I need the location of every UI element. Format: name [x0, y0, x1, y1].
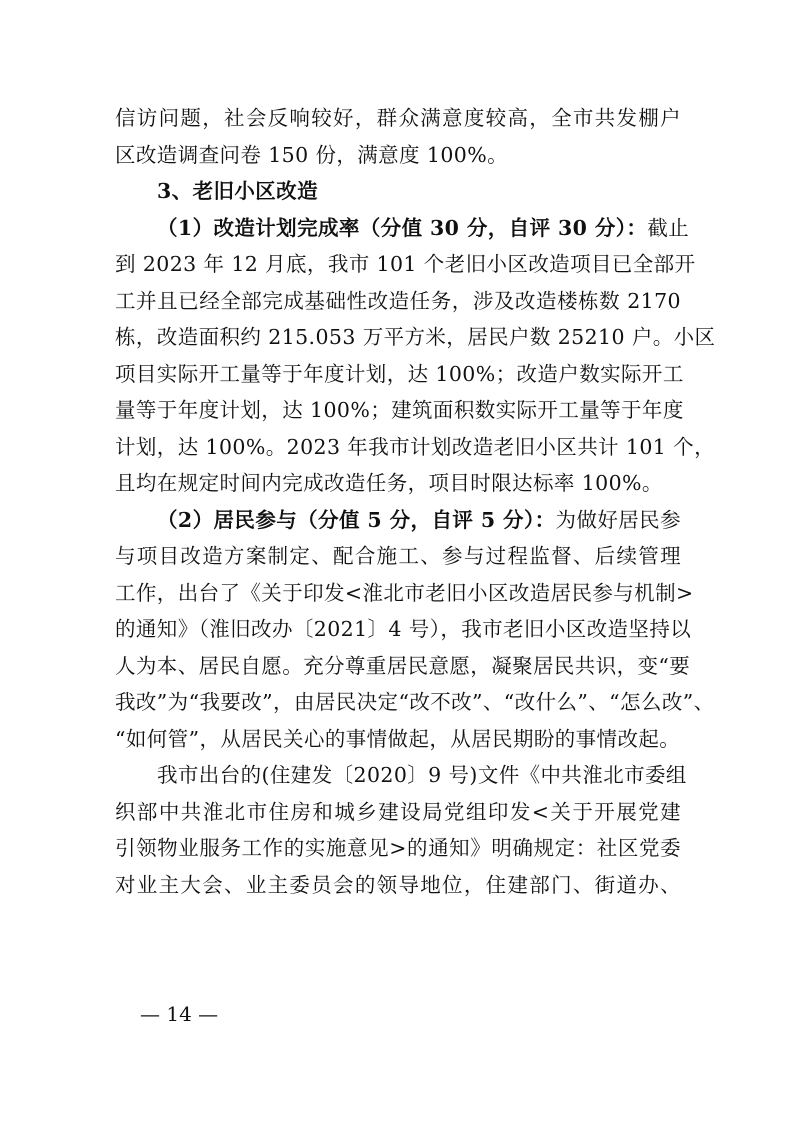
- text-line: 与项目改造方案制定、配合施工、参与过程监督、后续管理: [115, 544, 681, 568]
- document-body: [115, 100, 716, 903]
- text-line: 区改造调查问卷 150 份，满意度 100%。: [115, 142, 508, 167]
- text-line: 且均在规定时间内完成改造任务，项目时限达标率 100%。: [115, 471, 663, 495]
- text-line: 我市出台的(住建发〔2020〕9 号)文件《中共淮北市委组: [157, 763, 687, 787]
- text-line: 到 2023 年 12 月底，我市 101 个老旧小区改造项目已全部开: [115, 252, 696, 276]
- text-span: 为做好居民参: [555, 507, 681, 532]
- subsection-heading: （2）居民参与（分值 5 分，自评 5 分）：: [157, 507, 556, 532]
- text-line: “如何管”，从居民关心的事情做起，从居民期盼的事情改起。: [115, 726, 681, 751]
- text-line: 我改”为“我要改”，由居民决定“改不改”、“改什么”、“怎么改”、: [115, 690, 715, 714]
- page-number: — 14 —: [140, 1002, 219, 1026]
- text-line: 的通知》（淮旧改办〔2021〕4 号），我市老旧小区改造坚持以: [115, 617, 692, 641]
- text-line: 项目实际开工量等于年度计划，达 100%；改造户数实际开工: [115, 361, 684, 386]
- text-line: 织部中共淮北市住房和城乡建设局党组印发<关于开展党建: [115, 799, 681, 824]
- text-line: 信访问题，社会反响较好，群众满意度较高，全市共发棚户: [115, 106, 681, 130]
- text-line: 量等于年度计划，达 100%；建筑面积数实际开工量等于年度: [115, 398, 684, 422]
- text-line: [115, 502, 681, 539]
- text-line: [115, 210, 690, 247]
- text-line: 工作，出台了《关于印发<淮北市老旧小区改造居民参与机制>: [115, 580, 694, 605]
- text-line: 人为本、居民自愿。充分尊重居民意愿，凝聚居民共识，变“要: [115, 653, 691, 678]
- text-line: 计划，达 100%。2023 年我市计划改造老旧小区共计 101 个，: [115, 434, 715, 459]
- section-heading: 3、老旧小区改造: [157, 179, 318, 203]
- text-line: 工并且已经全部完成基础性改造任务，涉及改造楼栋数 2170: [115, 288, 681, 313]
- subsection-heading: （1）改造计划完成率（分值 30 分，自评 30 分）：: [157, 215, 648, 240]
- text-line: 引领物业服务工作的实施意见>的通知》明确规定：社区党委: [115, 836, 681, 860]
- text-line: 对业主大会、业主委员会的领导地位，住建部门、街道办、: [115, 872, 681, 897]
- text-line: 栋，改造面积约 215.053 万平方米，居民户数 25210 户。小区: [115, 325, 716, 349]
- text-span: 截止: [647, 215, 690, 240]
